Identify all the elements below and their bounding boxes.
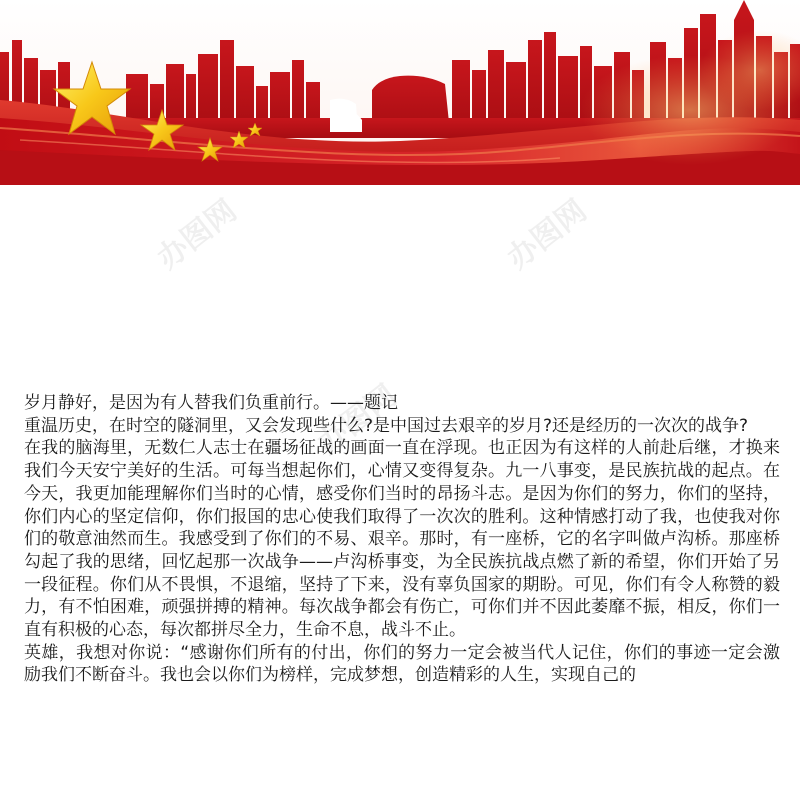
article-paragraph: 在我的脑海里，无数仁人志士在疆场征战的画面一直在浮现。也正因为有这样的人前赴后继，才换来我们今天安宁美好的生活。可每当想起你们，心情又变得复杂。九一八事变，是民族抗战的起点。在今天，我更加能理解你们当时的心情，感受你们当时的昂扬斗志。是因为你们的努力，你们的坚持，你们内心的坚定信仰，你们报国的忠心使我们取得了一次次的胜利。这种情感打动了我，也使我对你们的敬意油然而生。我感受到了你们的不易、艰辛。那时，有一座桥，它的名字叫做卢沟桥。那座桥勾起了我的思绪，回忆起那一次战争——卢沟桥事变，为全民族抗战点燃了新的希望，你们开始了另一段征程。你们从不畏惧，不退缩，坚持了下来，没有辜负国家的期盼。可见，你们有令人称赞的毅力，有不怕困难，顽强拼搏的精神。每次战争都会有伤亡，可你们并不因此萎靡不振，相反，你们一直有积极的心态，每次都拼尽全力，生命不息，战斗不止。 xyxy=(24,438,780,641)
header-banner xyxy=(0,0,800,185)
article-body xyxy=(24,392,780,687)
watermark: 办图网 xyxy=(150,193,244,277)
epigraph: 岁月静好，是因为有人替我们负重前行。——题记 xyxy=(24,393,398,413)
red-city-skyline-illustration xyxy=(0,0,800,185)
watermark: 办图网 xyxy=(500,193,594,277)
watermark: 办图网 xyxy=(310,378,404,462)
article-paragraph: 重温历史，在时空的隧洞里，又会发现些什么?是中国过去艰辛的岁月?还是经历的一次次的战争? xyxy=(24,415,749,436)
article-paragraph: 英雄，我想对你说：“感谢你们所有的付出，你们的努力一定会被当代人记住，你们的事迹一定会激励我们不断奋斗。我也会以你们为榜样，完成梦想，创造精彩的人生，实现自己的 xyxy=(24,642,780,686)
